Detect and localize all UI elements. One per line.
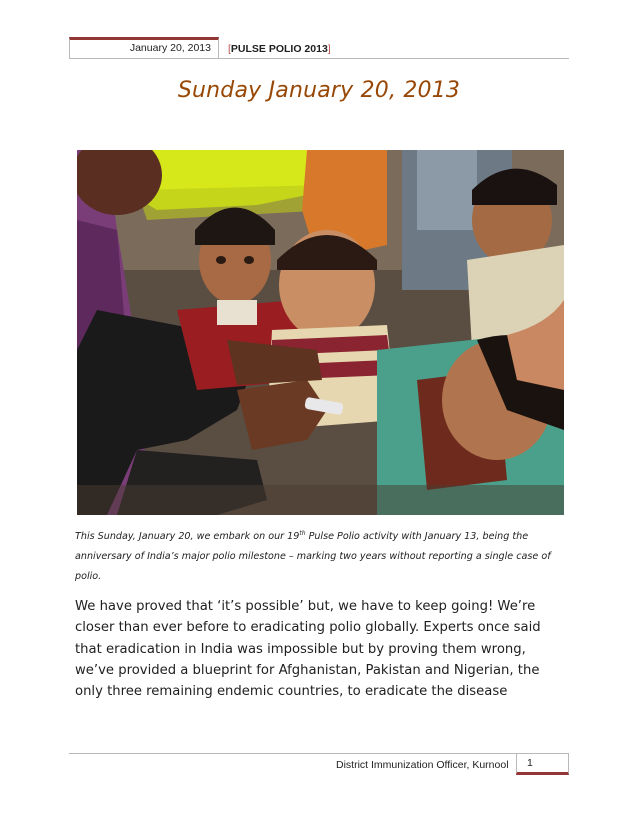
photo-caption	[75, 527, 575, 587]
caption-superscript: th	[299, 529, 306, 537]
caption-part1: This Sunday, January 20, we embark on our 19	[75, 531, 300, 542]
page-title: Sunday January 20, 2013	[177, 78, 461, 103]
header-title	[228, 40, 331, 58]
header-bracket-close: ]	[327, 43, 331, 55]
footer-rule	[69, 753, 516, 754]
footer-author: District Immunization Officer, Kurnool	[336, 759, 509, 771]
header-bracket-open: [	[228, 43, 231, 55]
caption-part2: Pulse Polio activity with January 13, being the anniversary of India’s major polio milestone – marking two years without reporting a single case of polio.	[75, 531, 551, 582]
header-title-text: PULSE POLIO 2013	[230, 43, 328, 55]
page-number: 1	[516, 753, 569, 775]
header-date: January 20, 2013	[69, 37, 219, 59]
body-paragraph: We have proved that ‘it’s possible’ but, we have to keep going! We’re closer than ever before to eradicating polio globally. Experts once said that eradication in India was impossible but by proving them wrong, we’ve provided a blueprint for Afghanistan, Pakistan and Nigerian, the only three remaining endemic countries, to eradicate the disease	[75, 599, 541, 700]
photo	[77, 150, 564, 515]
header-rule	[219, 58, 569, 59]
